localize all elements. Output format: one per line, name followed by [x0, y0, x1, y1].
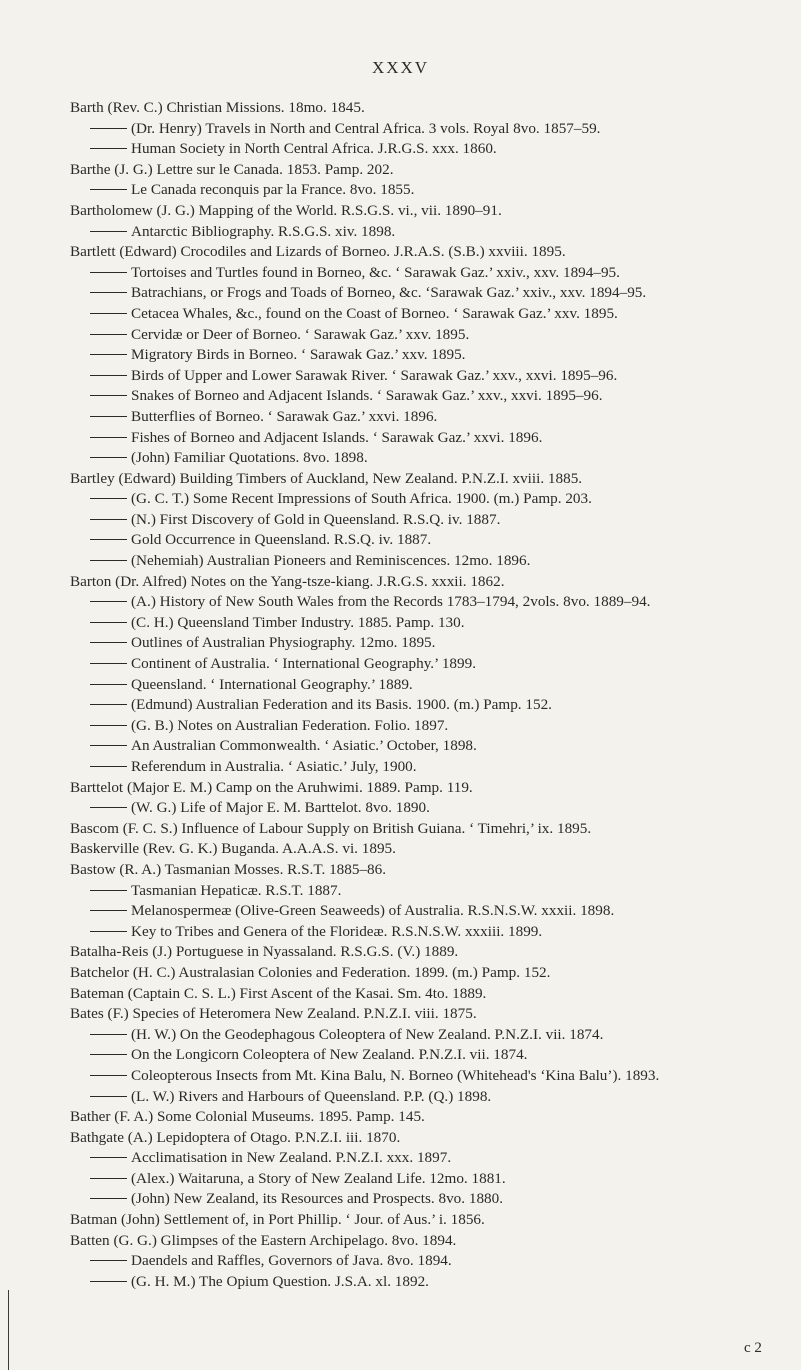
entry-continuation	[70, 1066, 790, 1087]
entry-continuation	[70, 736, 790, 757]
entry-text: Bascom (F. C. S.) Influence of Labour Supply on British Guiana. ‘ Timehri,’ ix. 1895.	[70, 819, 592, 837]
ditto-dash	[90, 148, 127, 149]
entry-continuation	[70, 366, 790, 387]
entry-main	[70, 1107, 790, 1128]
ditto-dash	[90, 745, 127, 746]
ditto-dash	[90, 416, 127, 417]
entry-text: Barton (Dr. Alfred) Notes on the Yang-tsze-kiang. J.R.G.S. xxxii. 1862.	[70, 572, 505, 590]
page-number: XXXV	[371, 58, 430, 77]
entry-main	[70, 572, 790, 593]
entry-text: Acclimatisation in New Zealand. P.N.Z.I. xxx. 1897.	[131, 1149, 452, 1167]
entry-text: (G. B.) Notes on Australian Federation. Folio. 1897.	[131, 716, 449, 734]
entry-main	[70, 1231, 790, 1252]
entry-continuation	[70, 1189, 790, 1210]
entry-continuation	[70, 510, 790, 531]
entry-continuation	[70, 716, 790, 737]
entry-continuation	[70, 613, 790, 634]
entry-continuation	[70, 633, 790, 654]
entry-continuation	[70, 448, 790, 469]
entry-text: Baskerville (Rev. G. K.) Buganda. A.A.A.S. vi. 1895.	[70, 840, 396, 858]
page-edge-line	[8, 1290, 9, 1370]
ditto-dash	[90, 601, 127, 602]
entry-continuation	[70, 530, 790, 551]
entry-text: Cervidæ or Deer of Borneo. ‘ Sarawak Gaz.’ xxv. 1895.	[131, 325, 470, 343]
ditto-dash	[90, 292, 127, 293]
entry-text: Key to Tribes and Genera of the Florideæ. R.S.N.S.W. xxxiii. 1899.	[131, 922, 543, 940]
entry-text: Bartlett (Edward) Crocodiles and Lizards of Borneo. J.R.A.S. (S.B.) xxviii. 1895.	[70, 243, 566, 261]
entry-text: Referendum in Australia. ‘ Asiatic.’ July, 1900.	[131, 758, 417, 775]
ditto-dash	[90, 663, 127, 664]
entry-text: Batten (G. G.) Glimpses of the Eastern Archipelago. 8vo. 1894.	[70, 1231, 457, 1249]
entry-text: Birds of Upper and Lower Sarawak River. ‘ Sarawak Gaz.’ xxv., xxvi. 1895–96.	[131, 366, 618, 384]
entry-text: Migratory Birds in Borneo. ‘ Sarawak Gaz.’ xxv. 1895.	[131, 346, 466, 364]
entry-text: Barttelot (Major E. M.) Camp on the Aruhwimi. 1889. Pamp. 119.	[70, 778, 473, 796]
ditto-dash	[90, 890, 127, 891]
entry-text: Tortoises and Turtles found in Borneo, &c. ‘ Sarawak Gaz.’ xxiv., xxv. 1894–95.	[131, 263, 620, 281]
entry-text: (G. C. T.) Some Recent Impressions of South Africa. 1900. (m.) Pamp. 203.	[131, 490, 592, 508]
entry-continuation	[70, 1025, 790, 1046]
ditto-dash	[90, 375, 127, 376]
entry-continuation	[70, 1045, 790, 1066]
entry-main	[70, 1004, 790, 1025]
ditto-dash	[90, 539, 127, 540]
ditto-dash	[90, 1198, 127, 1199]
ditto-dash	[90, 807, 127, 808]
ditto-dash	[90, 560, 127, 561]
entry-text: (Alex.) Waitaruna, a Story of New Zealand Life. 12mo. 1881.	[131, 1169, 506, 1187]
entry-main	[70, 942, 790, 963]
ditto-dash	[90, 128, 127, 129]
entry-continuation	[70, 798, 790, 819]
entry-continuation	[70, 489, 790, 510]
ditto-dash	[90, 437, 127, 438]
entry-continuation	[70, 654, 790, 675]
entry-main	[70, 1210, 790, 1231]
entry-text: (John) New Zealand, its Resources and Prospects. 8vo. 1880.	[131, 1190, 504, 1208]
entry-continuation	[70, 551, 790, 572]
ditto-dash	[90, 457, 127, 458]
entry-continuation	[70, 1272, 790, 1293]
entry-continuation	[70, 386, 790, 407]
entry-continuation	[70, 675, 790, 696]
signature-mark: c 2	[744, 1340, 762, 1356]
entry-continuation	[70, 1148, 790, 1169]
entry-text: (Nehemiah) Australian Pioneers and Reminiscences. 12mo. 1896.	[131, 552, 531, 570]
entry-text: Human Society in North Central Africa. J.R.G.S. xxx. 1860.	[131, 140, 497, 158]
ditto-dash	[90, 1260, 127, 1261]
ditto-dash	[90, 354, 127, 355]
ditto-dash	[90, 642, 127, 643]
ditto-dash	[90, 1178, 127, 1179]
ditto-dash	[90, 1157, 127, 1158]
entry-text: Gold Occurrence in Queensland. R.S.Q. iv. 1887.	[131, 531, 432, 549]
entry-main	[70, 1128, 790, 1149]
entry-text: Barthe (J. G.) Lettre sur le Canada. 1853. Pamp. 202.	[70, 160, 394, 178]
entry-main	[70, 984, 790, 1005]
entry-main	[70, 201, 790, 222]
entry-text: (Edmund) Australian Federation and its Basis. 1900. (m.) Pamp. 152.	[131, 696, 552, 714]
ditto-dash	[90, 231, 127, 232]
entry-continuation	[70, 325, 790, 346]
entry-continuation	[70, 901, 790, 922]
entry-text: Barth (Rev. C.) Christian Missions. 18mo. 1845.	[70, 99, 365, 116]
ditto-dash	[90, 272, 127, 273]
entry-main	[70, 160, 790, 181]
entry-continuation	[70, 304, 790, 325]
entry-continuation	[70, 283, 790, 304]
ditto-dash	[90, 1034, 127, 1035]
entry-continuation	[70, 1087, 790, 1108]
entry-text: Bates (F.) Species of Heteromera New Zealand. P.N.Z.I. viii. 1875.	[70, 1005, 477, 1023]
entry-text: Bathgate (A.) Lepidoptera of Otago. P.N.Z.I. iii. 1870.	[70, 1128, 401, 1146]
entry-main	[70, 469, 790, 490]
ditto-dash	[90, 395, 127, 396]
entry-continuation	[70, 222, 790, 243]
entry-text: Le Canada reconquis par la France. 8vo. 1855.	[131, 181, 415, 199]
entry-text: (C. H.) Queensland Timber Industry. 1885. Pamp. 130.	[131, 613, 465, 631]
bibliography-list	[70, 98, 790, 1292]
entry-continuation	[70, 180, 790, 201]
ditto-dash	[90, 1075, 127, 1076]
ditto-dash	[90, 684, 127, 685]
entry-text: Batalha-Reis (J.) Portuguese in Nyassaland. R.S.G.S. (V.) 1889.	[70, 943, 459, 961]
entry-text: (G. H. M.) The Opium Question. J.S.A. xl. 1892.	[131, 1272, 429, 1290]
entry-continuation	[70, 345, 790, 366]
entry-main	[70, 98, 790, 119]
entry-continuation	[70, 695, 790, 716]
entry-text: On the Longicorn Coleoptera of New Zealand. P.N.Z.I. vii. 1874.	[131, 1046, 528, 1064]
ditto-dash	[90, 622, 127, 623]
entry-continuation	[70, 139, 790, 160]
ditto-dash	[90, 931, 127, 932]
entry-text: Melanospermeæ (Olive-Green Seaweeds) of Australia. R.S.N.S.W. xxxii. 1898.	[131, 902, 615, 920]
entry-text: Continent of Australia. ‘ International Geography.’ 1899.	[131, 655, 477, 673]
entry-text: (W. G.) Life of Major E. M. Barttelot. 8vo. 1890.	[131, 799, 430, 817]
entry-text: Queensland. ‘ International Geography.’ 1889.	[131, 675, 413, 693]
ditto-dash	[90, 189, 127, 190]
entry-text: Coleopterous Insects from Mt. Kina Balu, N. Borneo (Whitehead's ‘Kina Balu’). 1893.	[131, 1066, 660, 1084]
entry-text: (H. W.) On the Geodephagous Coleoptera of New Zealand. P.N.Z.I. vii. 1874.	[131, 1025, 604, 1043]
entry-continuation	[70, 1251, 790, 1272]
ditto-dash	[90, 766, 127, 767]
entry-main	[70, 839, 790, 860]
entry-text: Antarctic Bibliography. R.S.G.S. xiv. 1898.	[131, 222, 396, 240]
entry-continuation	[70, 1169, 790, 1190]
entry-continuation	[70, 922, 790, 943]
entry-main	[70, 860, 790, 881]
entry-text: (John) Familiar Quotations. 8vo. 1898.	[131, 449, 368, 467]
entry-text: Bastow (R. A.) Tasmanian Mosses. R.S.T. 1885–86.	[70, 860, 387, 878]
entry-text: Batrachians, or Frogs and Toads of Borneo, &c. ‘Sarawak Gaz.’ xxiv., xxv. 1894–95.	[131, 284, 647, 302]
entry-continuation	[70, 757, 790, 778]
entry-text: An Australian Commonwealth. ‘ Asiatic.’ October, 1898.	[131, 737, 477, 755]
entry-continuation	[70, 263, 790, 284]
entry-text: (N.) First Discovery of Gold in Queensland. R.S.Q. iv. 1887.	[131, 510, 501, 528]
entry-text: Bartholomew (J. G.) Mapping of the World. R.S.G.S. vi., vii. 1890–91.	[70, 201, 502, 219]
ditto-dash	[90, 1281, 127, 1282]
ditto-dash	[90, 519, 127, 520]
entry-continuation	[70, 592, 790, 613]
entry-text: Cetacea Whales, &c., found on the Coast of Borneo. ‘ Sarawak Gaz.’ xxv. 1895.	[131, 304, 618, 322]
entry-text: Outlines of Australian Physiography. 12mo. 1895.	[131, 634, 436, 652]
entry-text: Batchelor (H. C.) Australasian Colonies and Federation. 1899. (m.) Pamp. 152.	[70, 963, 551, 981]
entry-text: Daendels and Raffles, Governors of Java. 8vo. 1894.	[131, 1252, 452, 1270]
entry-main	[70, 963, 790, 984]
entry-continuation	[70, 881, 790, 902]
entry-main	[70, 242, 790, 263]
entry-main	[70, 778, 790, 799]
entry-main	[70, 819, 790, 840]
entry-text: (L. W.) Rivers and Harbours of Queensland. P.P. (Q.) 1898.	[131, 1087, 492, 1105]
ditto-dash	[90, 1096, 127, 1097]
entry-text: (Dr. Henry) Travels in North and Central Africa. 3 vols. Royal 8vo. 1857–59.	[131, 119, 601, 137]
ditto-dash	[90, 498, 127, 499]
ditto-dash	[90, 725, 127, 726]
ditto-dash	[90, 1054, 127, 1055]
entry-text: Snakes of Borneo and Adjacent Islands. ‘ Sarawak Gaz.’ xxv., xxvi. 1895–96.	[131, 387, 603, 405]
ditto-dash	[90, 704, 127, 705]
entry-text: Tasmanian Hepaticæ. R.S.T. 1887.	[131, 881, 342, 899]
entry-continuation	[70, 407, 790, 428]
ditto-dash	[90, 313, 127, 314]
ditto-dash	[90, 910, 127, 911]
entry-continuation	[70, 119, 790, 140]
ditto-dash	[90, 334, 127, 335]
entry-text: Bateman (Captain C. S. L.) First Ascent of the Kasai. Sm. 4to. 1889.	[70, 984, 487, 1002]
entry-text: (A.) History of New South Wales from the Records 1783–1794, 2vols. 8vo. 1889–94.	[131, 593, 651, 611]
entry-continuation	[70, 428, 790, 449]
entry-text: Fishes of Borneo and Adjacent Islands. ‘ Sarawak Gaz.’ xxvi. 1896.	[131, 428, 543, 446]
entry-text: Butterflies of Borneo. ‘ Sarawak Gaz.’ xxvi. 1896.	[131, 407, 438, 425]
entry-text: Batman (John) Settlement of, in Port Phillip. ‘ Jour. of Aus.’ i. 1856.	[70, 1211, 485, 1229]
entry-text: Bartley (Edward) Building Timbers of Auckland, New Zealand. P.N.Z.I. xviii. 1885.	[70, 469, 583, 487]
entry-text: Bather (F. A.) Some Colonial Museums. 1895. Pamp. 145.	[70, 1108, 425, 1126]
